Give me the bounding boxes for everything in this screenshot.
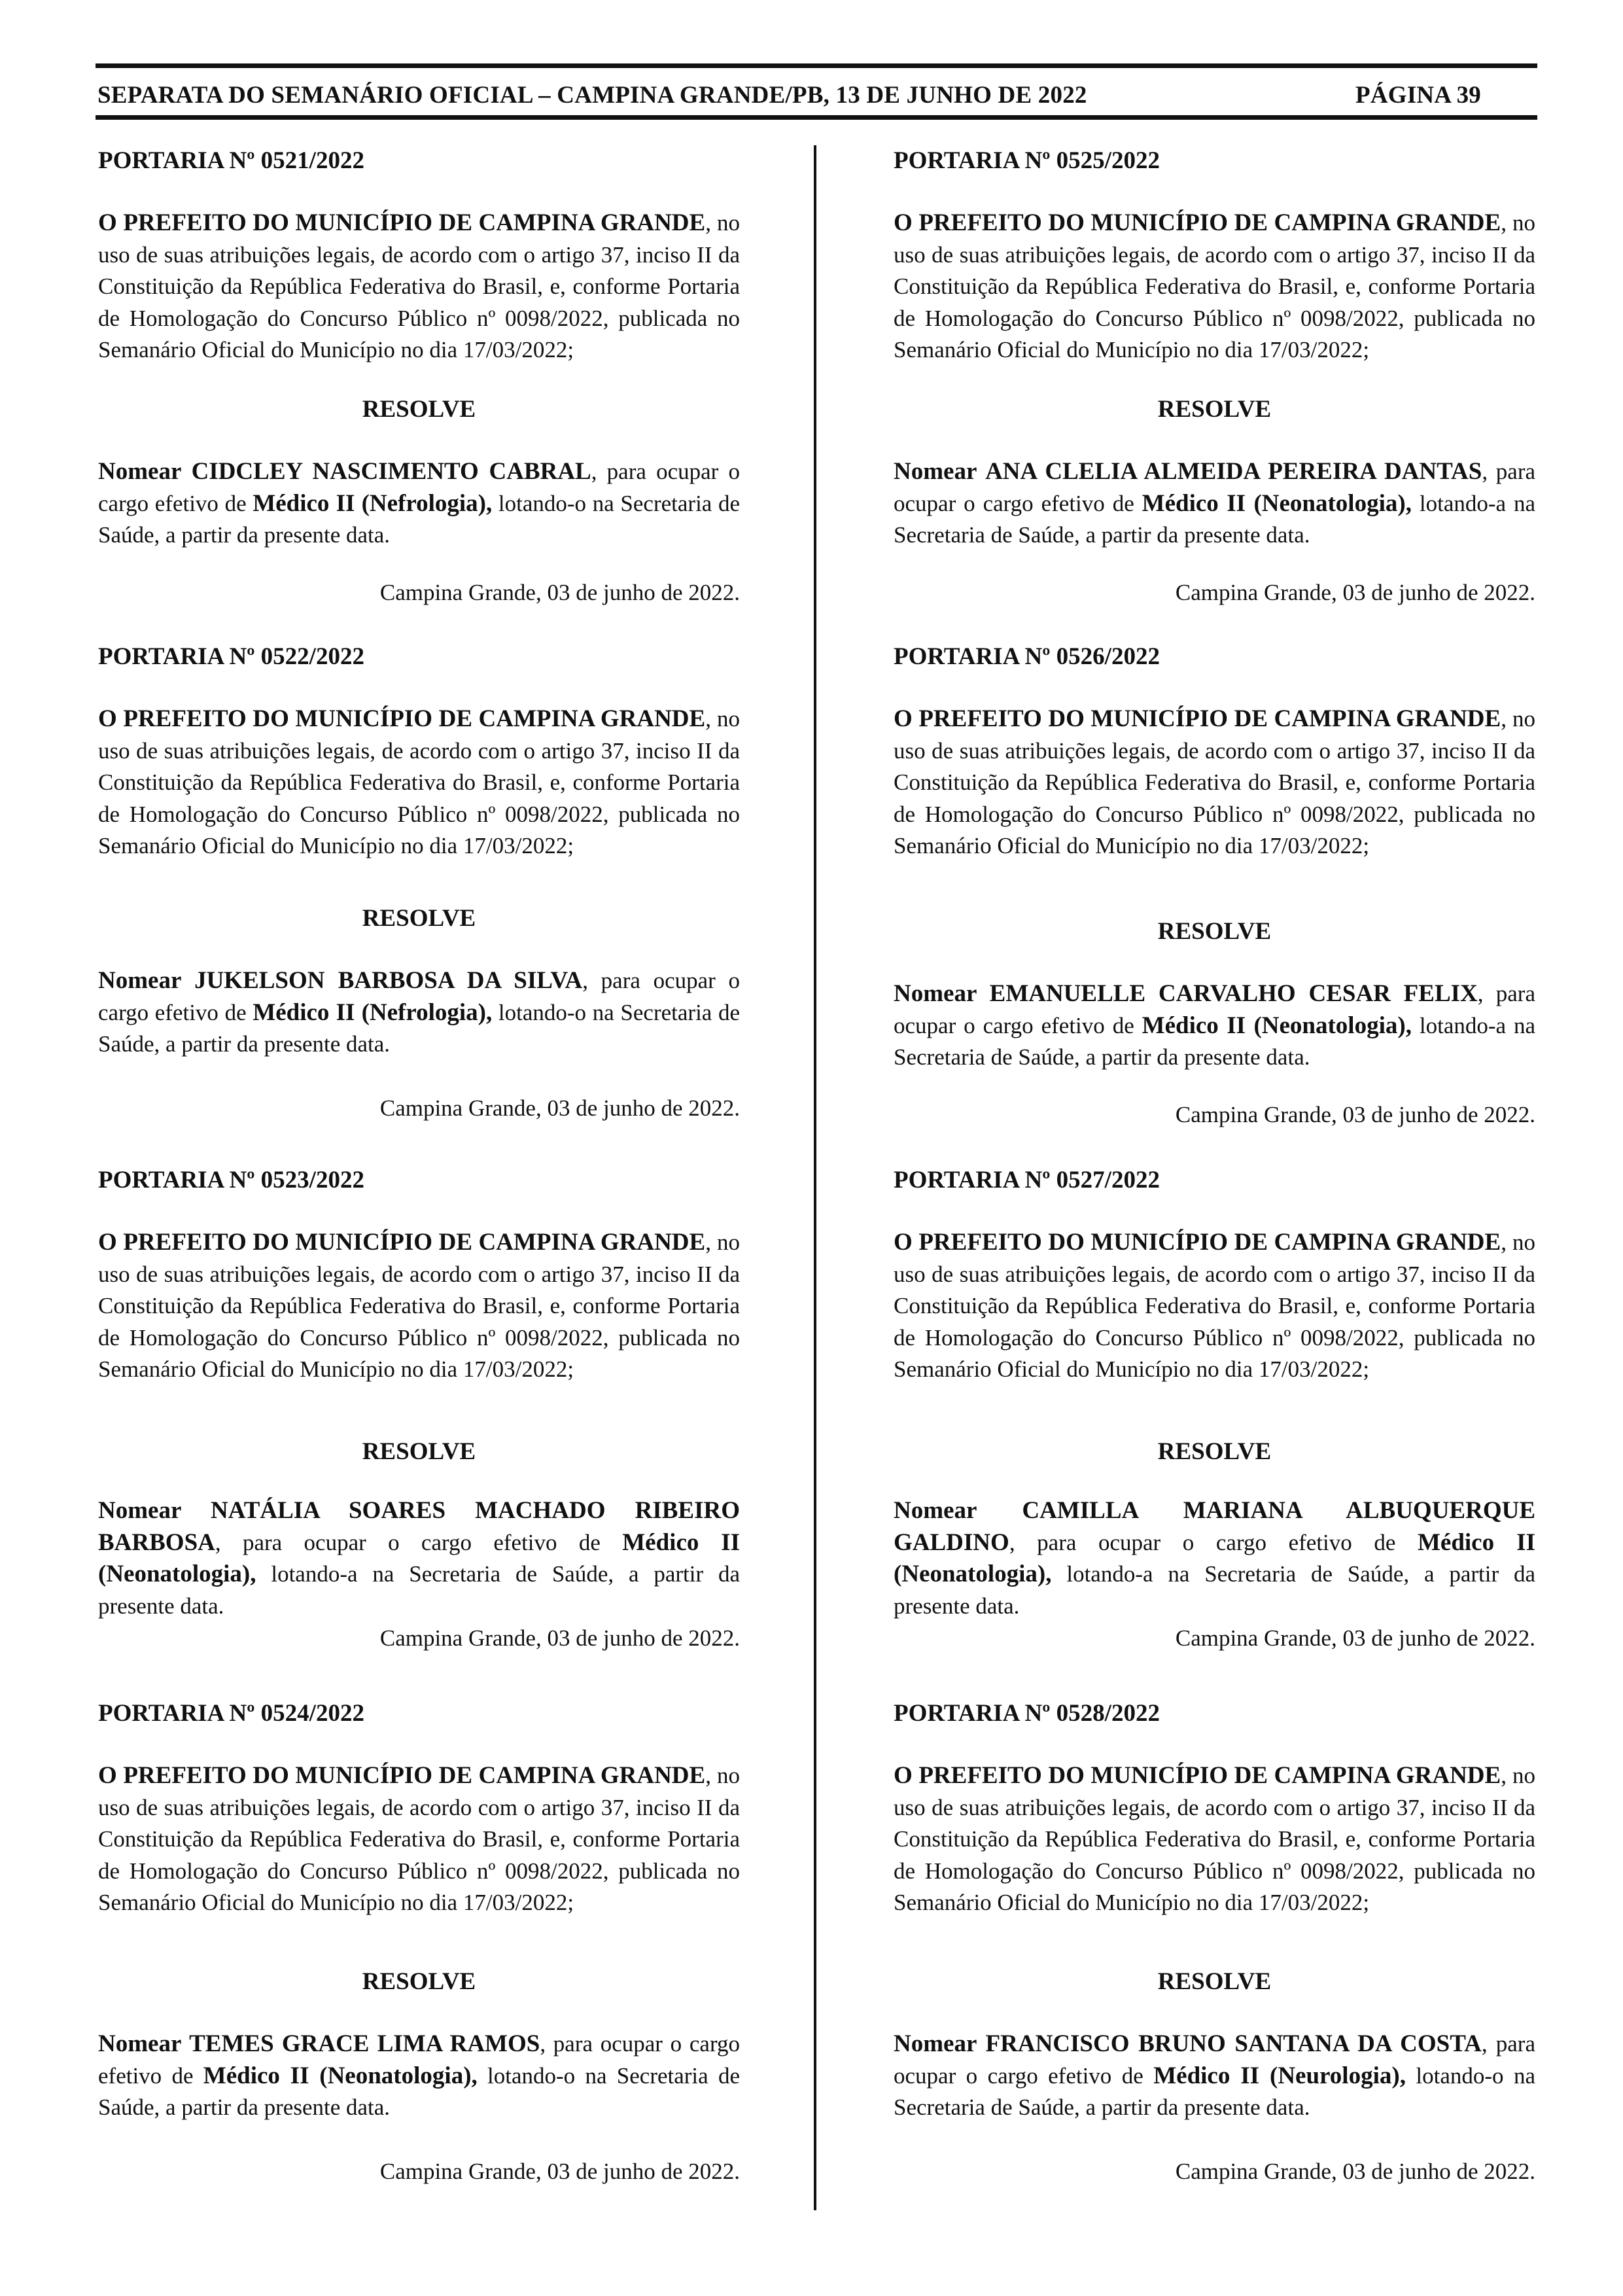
- signature-date: Campina Grande, 03 de junho de 2022.: [379, 1095, 740, 1121]
- portaria-intro: [894, 1760, 1535, 1919]
- portaria-title: PORTARIA Nº 0528/2022: [894, 1700, 1160, 1727]
- nomear-label: Nomear: [98, 1497, 182, 1524]
- signature-date: Campina Grande, 03 de junho de 2022.: [1175, 2159, 1535, 2184]
- column-divider: [814, 145, 816, 2210]
- para-ocupar-text: , para ocupar o cargo efetivo de: [894, 981, 1535, 1038]
- intro-text: , no uso de suas atribuições legais, de acordo com o artigo 37, inciso II da Constituição da República Federativa do Brasil, e, conforme Portaria de Homologação do Concurso Público nº 0098/2022, publicada no Semanário Oficial do Município no dia 17/03/2022;: [98, 210, 740, 362]
- prefeito-label: O PREFEITO DO MUNICÍPIO DE CAMPINA GRANDE: [894, 705, 1501, 732]
- lotacao-text: lotando-a na Secretaria de Saúde, a partir da presente data.: [894, 1012, 1536, 1070]
- para-ocupar-text: , para ocupar o cargo efetivo de: [894, 2031, 1535, 2089]
- nomear-paragraph: [98, 1495, 740, 1622]
- portaria-block: [894, 1698, 1535, 2184]
- cargo-name: Médico II (Neonatologia),: [203, 2062, 478, 2089]
- resolve-label: RESOLVE: [1157, 1968, 1272, 1995]
- resolve-label: RESOLVE: [362, 1968, 476, 1995]
- portaria-title: PORTARIA Nº 0524/2022: [98, 1700, 364, 1727]
- nomear-label: Nomear: [98, 2030, 182, 2057]
- nomear-paragraph: [894, 2028, 1535, 2124]
- header-title: SEPARATA DO SEMANÁRIO OFICIAL – CAMPINA GRANDE/PB, 13 DE JUNHO DE 2022: [97, 82, 1087, 109]
- prefeito-label: O PREFEITO DO MUNICÍPIO DE CAMPINA GRANDE: [98, 1229, 706, 1256]
- portaria-intro: [894, 703, 1535, 862]
- prefeito-label: O PREFEITO DO MUNICÍPIO DE CAMPINA GRANDE: [98, 209, 706, 236]
- portaria-title: PORTARIA Nº 0525/2022: [894, 147, 1160, 174]
- prefeito-label: O PREFEITO DO MUNICÍPIO DE CAMPINA GRANDE: [98, 1762, 706, 1789]
- portaria-intro: [894, 1227, 1535, 1386]
- page-number: PÁGINA 39: [1355, 82, 1481, 109]
- lotacao-text: lotando-o na Secretaria de Saúde, a partir da presente data.: [98, 999, 741, 1057]
- nomear-paragraph: [894, 978, 1535, 1074]
- portaria-title: PORTARIA Nº 0522/2022: [98, 643, 364, 670]
- signature-date: Campina Grande, 03 de junho de 2022.: [379, 1625, 740, 1651]
- appointee-name: TEMES GRACE LIMA RAMOS: [189, 2030, 540, 2057]
- nomear-label: Nomear: [894, 458, 977, 485]
- nomear-label: Nomear: [894, 1497, 977, 1524]
- cargo-name: Médico II (Neonatologia),: [894, 1528, 1535, 1587]
- portaria-block: [894, 641, 1536, 1127]
- nomear-paragraph: [98, 2028, 740, 2124]
- portaria-intro: [894, 207, 1535, 366]
- para-ocupar-text: , para ocupar o cargo efetivo de: [98, 968, 740, 1025]
- intro-text: , no uso de suas atribuições legais, de acordo com o artigo 37, inciso II da Constituição da República Federativa do Brasil, e, conforme Portaria de Homologação do Concurso Público nº 0098/2022, publicada no Semanário Oficial do Município no dia 17/03/2022;: [98, 1763, 740, 1915]
- resolve-label: RESOLVE: [362, 1438, 476, 1465]
- cargo-name: Médico II (Neonatologia),: [1142, 489, 1412, 517]
- resolve-label: RESOLVE: [1157, 1438, 1272, 1465]
- portaria-title: PORTARIA Nº 0521/2022: [98, 147, 364, 174]
- resolve-label: RESOLVE: [1157, 396, 1272, 423]
- appointee-name: JUKELSON BARBOSA DA SILVA: [194, 967, 583, 994]
- portaria-block: [98, 641, 741, 1121]
- portaria-intro: [98, 1227, 740, 1386]
- nomear-label: Nomear: [894, 2030, 977, 2057]
- lotacao-text: lotando-a na Secretaria de Saúde, a partir da presente data.: [98, 1561, 740, 1619]
- portaria-block: [98, 145, 741, 605]
- lotacao-text: lotando-o na Secretaria de Saúde, a partir da presente data.: [98, 490, 741, 548]
- cargo-name: Médico II (Neonatologia),: [98, 1528, 741, 1587]
- nomear-label: Nomear: [894, 980, 977, 1007]
- intro-text: , no uso de suas atribuições legais, de acordo com o artigo 37, inciso II da Constituição da República Federativa do Brasil, e, conforme Portaria de Homologação do Concurso Público nº 0098/2022, publicada no Semanário Oficial do Município no dia 17/03/2022;: [98, 706, 740, 858]
- intro-text: , no uso de suas atribuições legais, de acordo com o artigo 37, inciso II da Constituição da República Federativa do Brasil, e, conforme Portaria de Homologação do Concurso Público nº 0098/2022, publicada no Semanário Oficial do Município no dia 17/03/2022;: [894, 210, 1535, 362]
- nomear-paragraph: [894, 456, 1535, 552]
- resolve-label: RESOLVE: [362, 396, 476, 423]
- para-ocupar-text: , para ocupar o cargo efetivo de: [98, 2031, 740, 2089]
- header-bottom-rule: [96, 115, 1537, 120]
- appointee-name: ANA CLELIA ALMEIDA PEREIRA DANTAS: [985, 458, 1482, 485]
- portaria-title: PORTARIA Nº 0523/2022: [98, 1167, 364, 1193]
- portaria-block: [894, 1165, 1535, 1651]
- signature-date: Campina Grande, 03 de junho de 2022.: [1175, 1625, 1535, 1651]
- nomear-paragraph: [98, 456, 740, 552]
- nomear-paragraph: [894, 1495, 1535, 1622]
- prefeito-label: O PREFEITO DO MUNICÍPIO DE CAMPINA GRANDE: [894, 1762, 1501, 1789]
- portaria-title: PORTARIA Nº 0526/2022: [894, 643, 1160, 670]
- para-ocupar-text: , para ocupar o cargo efetivo de: [1009, 1529, 1396, 1555]
- cargo-name: Médico II (Neurologia),: [1153, 2062, 1406, 2089]
- cargo-name: Médico II (Neonatologia),: [1142, 1012, 1412, 1039]
- portaria-title: PORTARIA Nº 0527/2022: [894, 1167, 1160, 1193]
- nomear-label: Nomear: [98, 458, 182, 485]
- appointee-name: CAMILLA MARIANA ALBUQUERQUE GALDINO: [894, 1497, 1535, 1556]
- header-top-rule: [96, 63, 1537, 68]
- portaria-intro: [98, 207, 740, 366]
- appointee-name: EMANUELLE CARVALHO CESAR FELIX: [989, 980, 1478, 1007]
- para-ocupar-text: , para ocupar o cargo efetivo de: [894, 459, 1536, 516]
- portaria-block: [98, 1165, 741, 1651]
- intro-text: , no uso de suas atribuições legais, de acordo com o artigo 37, inciso II da Constituição da República Federativa do Brasil, e, conforme Portaria de Homologação do Concurso Público nº 0098/2022, publicada no Semanário Oficial do Município no dia 17/03/2022;: [894, 1763, 1535, 1915]
- intro-text: , no uso de suas atribuições legais, de acordo com o artigo 37, inciso II da Constituição da República Federativa do Brasil, e, conforme Portaria de Homologação do Concurso Público nº 0098/2022, publicada no Semanário Oficial do Município no dia 17/03/2022;: [894, 1229, 1535, 1382]
- portaria-block: [894, 145, 1536, 605]
- appointee-name: FRANCISCO BRUNO SANTANA DA COSTA: [985, 2030, 1482, 2057]
- signature-date: Campina Grande, 03 de junho de 2022.: [379, 580, 740, 605]
- intro-text: , no uso de suas atribuições legais, de acordo com o artigo 37, inciso II da Constituição da República Federativa do Brasil, e, conforme Portaria de Homologação do Concurso Público nº 0098/2022, publicada no Semanário Oficial do Município no dia 17/03/2022;: [894, 706, 1535, 858]
- prefeito-label: O PREFEITO DO MUNICÍPIO DE CAMPINA GRANDE: [894, 1229, 1501, 1256]
- portaria-block: [98, 1698, 740, 2184]
- signature-date: Campina Grande, 03 de junho de 2022.: [1175, 1102, 1535, 1127]
- lotacao-text: lotando-o na Secretaria de Saúde, a partir da presente data.: [894, 2062, 1535, 2120]
- cargo-name: Médico II (Nefrologia),: [253, 489, 493, 517]
- cargo-name: Médico II (Nefrologia),: [253, 998, 493, 1026]
- para-ocupar-text: , para ocupar o cargo efetivo de: [98, 459, 741, 516]
- intro-text: , no uso de suas atribuições legais, de acordo com o artigo 37, inciso II da Constituição da República Federativa do Brasil, e, conforme Portaria de Homologação do Concurso Público nº 0098/2022, publicada no Semanário Oficial do Município no dia 17/03/2022;: [98, 1229, 740, 1382]
- appointee-name: NATÁLIA SOARES MACHADO RIBEIRO BARBOSA: [98, 1497, 740, 1556]
- prefeito-label: O PREFEITO DO MUNICÍPIO DE CAMPINA GRANDE: [98, 705, 706, 732]
- prefeito-label: O PREFEITO DO MUNICÍPIO DE CAMPINA GRANDE: [894, 209, 1501, 236]
- portaria-intro: [98, 1760, 740, 1919]
- nomear-label: Nomear: [98, 967, 182, 994]
- lotacao-text: lotando-a na Secretaria de Saúde, a partir da presente data.: [894, 1561, 1535, 1619]
- nomear-paragraph: [98, 965, 740, 1061]
- lotacao-text: lotando-o na Secretaria de Saúde, a partir da presente data.: [98, 2062, 740, 2120]
- signature-date: Campina Grande, 03 de junho de 2022.: [1175, 580, 1535, 605]
- lotacao-text: lotando-a na Secretaria de Saúde, a partir da presente data.: [894, 490, 1536, 548]
- para-ocupar-text: , para ocupar o cargo efetivo de: [215, 1529, 601, 1555]
- resolve-label: RESOLVE: [1157, 918, 1272, 945]
- appointee-name: CIDCLEY NASCIMENTO CABRAL: [191, 458, 591, 485]
- resolve-label: RESOLVE: [362, 905, 476, 932]
- portaria-intro: [98, 703, 740, 862]
- signature-date: Campina Grande, 03 de junho de 2022.: [379, 2159, 740, 2184]
